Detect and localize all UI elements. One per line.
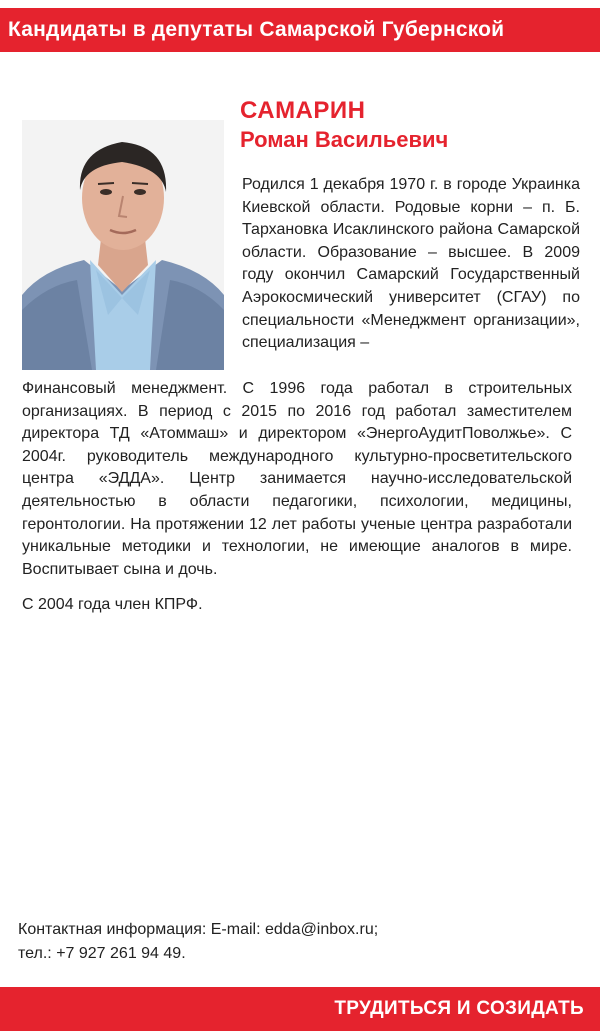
contact-email-line: Контактная информация: E-mail: edda@inbox.ru; [18,921,379,938]
party-membership: С 2004 года член КПРФ. [22,596,203,613]
candidate-surname: САМАРИН [240,97,366,124]
biography-intro [242,174,580,355]
header-title: Кандидаты в депутаты Самарской Губернской [8,18,505,41]
candidate-photo [22,120,224,370]
header-banner [0,8,600,52]
candidate-name [240,96,448,154]
biography-text-part2: Финансовый менеджмент. С 1996 года работал в строительных организациях. В период с 2015 по 2016 год работал заместителем директора ТД «Атоммаш» и директором «ЭнергоАудитПоволжье». С 2004г. руководитель международного культурно-просветительского центра «ЭДДА». Центр занимается научно-исследовательской деятельностью в области педагогики, психологии, медицины, геронтологии. На протяжении 12 лет работы ученые центра разработали уникальные методики и технологии, не имеющие аналогов в мире. Воспитывает сына и дочь. [22,380,572,578]
biography-continued [22,378,572,581]
contact-phone-line: тел.: +7 927 261 94 49. [18,945,186,962]
biography-text-part1: Родился 1 декабря 1970 г. в городе Украинка Киевской области. Родовые корни – п. Б. Тархановка Исаклинского района Самарской области. Образование – высшее. В 2009 году окончил Самарский Государственный Аэрокосмический университет (СГАУ) по специальности «Менеджмент организации», специализация – [242,176,580,352]
footer-banner [0,987,600,1031]
contact-info [18,918,578,966]
footer-slogan: ТРУДИТЬСЯ И СОЗИДАТЬ [334,998,584,1019]
candidate-given-names: Роман Васильевич [240,127,449,152]
